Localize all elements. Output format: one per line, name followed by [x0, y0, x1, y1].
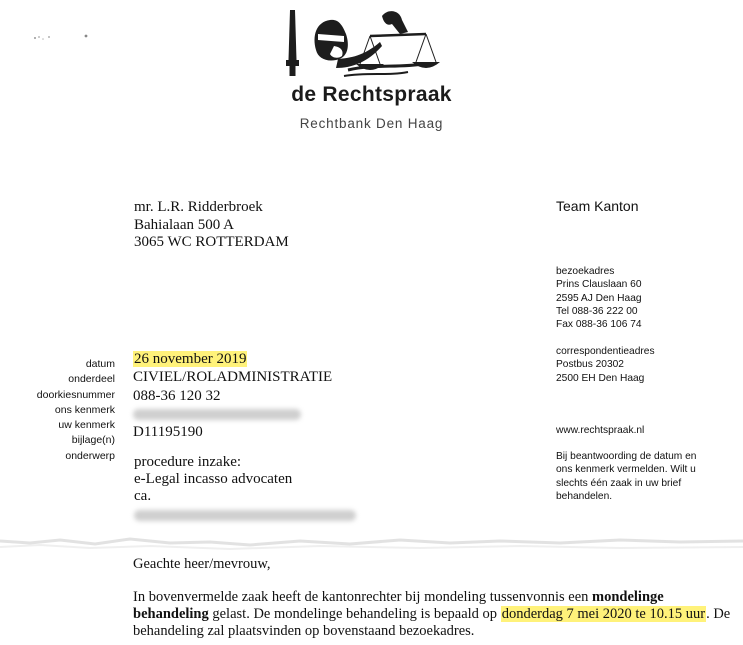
metadata-values	[133, 350, 332, 441]
label-onderdeel: onderdeel	[68, 373, 115, 386]
visit-address-heading: bezoekadres	[556, 266, 615, 277]
subject-line: e-Legal incasso advocaten	[134, 471, 293, 487]
salutation: Geachte heer/mevrouw,	[133, 556, 271, 572]
label-uw-kenmerk: uw kenmerk	[58, 419, 115, 432]
website-link[interactable]: www.rechtspraak.nl	[556, 425, 645, 436]
correspondence-city: 2500 EH Den Haag	[556, 372, 645, 384]
body-paragraph	[133, 589, 733, 639]
reply-notice	[556, 450, 696, 503]
para-text: gelast. De mondelinge behandeling is bepaald op	[208, 605, 501, 622]
para-text: In bovenvermelde zaak heeft de kantonrechter bij mondeling tussenvonnis een	[133, 589, 593, 605]
reply-notice-line: slechts één zaak in uw brief	[556, 477, 682, 489]
phone-value: 088-36 120 32	[133, 387, 221, 404]
redacted-our-reference	[133, 409, 301, 420]
visit-address	[556, 265, 642, 331]
label-bijlagen: bijlage(n)	[71, 434, 115, 447]
rechtspraak-logo	[278, 6, 448, 84]
label-datum: datum	[85, 358, 115, 370]
addressee-street: Bahialaan 500 A	[134, 216, 234, 233]
addressee-name: mr. L.R. Ridderbroek	[134, 199, 263, 215]
court-name: Rechtbank Den Haag	[299, 116, 444, 131]
reply-notice-line: behandelen.	[556, 490, 613, 502]
visit-address-fax: Fax 088-36 106 74	[556, 319, 642, 331]
subject-block	[134, 454, 356, 522]
addressee-block	[134, 199, 289, 252]
subject-line: ca.	[134, 488, 152, 504]
visit-address-phone: Tel 088-36 222 00	[556, 305, 638, 317]
scan-tear-line	[0, 531, 743, 557]
correspondence-address	[556, 345, 655, 385]
visit-address-street: Prins Clauslaan 60	[556, 279, 642, 291]
visit-address-city: 2595 AJ Den Haag	[556, 292, 642, 304]
correspondence-heading: correspondentieadres	[556, 346, 655, 357]
department-value: CIVIEL/ROLADMINISTRATIE	[133, 369, 333, 386]
hearing-date-highlight: donderdag 7 mei 2020 te 10.15 uur	[501, 605, 706, 622]
label-doorkiesnummer: doorkiesnummer	[36, 388, 115, 401]
brand-name: de Rechtspraak	[291, 83, 452, 106]
scan-specks	[30, 30, 90, 46]
label-onderwerp: onderwerp	[65, 449, 115, 462]
your-reference-value: D11195190	[133, 424, 203, 441]
redacted-party-name	[134, 510, 356, 521]
label-ons-kenmerk: ons kenmerk	[54, 403, 115, 416]
subject-line: procedure inzake:	[134, 454, 242, 470]
correspondence-postbus: Postbus 20302	[556, 359, 624, 371]
metadata-labels	[37, 357, 115, 464]
reply-notice-line: Bij beantwoording de datum en	[556, 451, 697, 462]
letter-date: 26 november 2019	[134, 351, 247, 367]
team-name: Team Kanton	[556, 198, 639, 214]
para-bold: mondelinge behandeling	[133, 589, 664, 622]
addressee-city: 3065 WC ROTTERDAM	[134, 234, 289, 250]
para-text: . De behandeling zal plaatsvinden op bovenstaand bezoekadres.	[133, 605, 731, 639]
reply-notice-line: ons kenmerk vermelden. Wilt u	[556, 464, 696, 476]
